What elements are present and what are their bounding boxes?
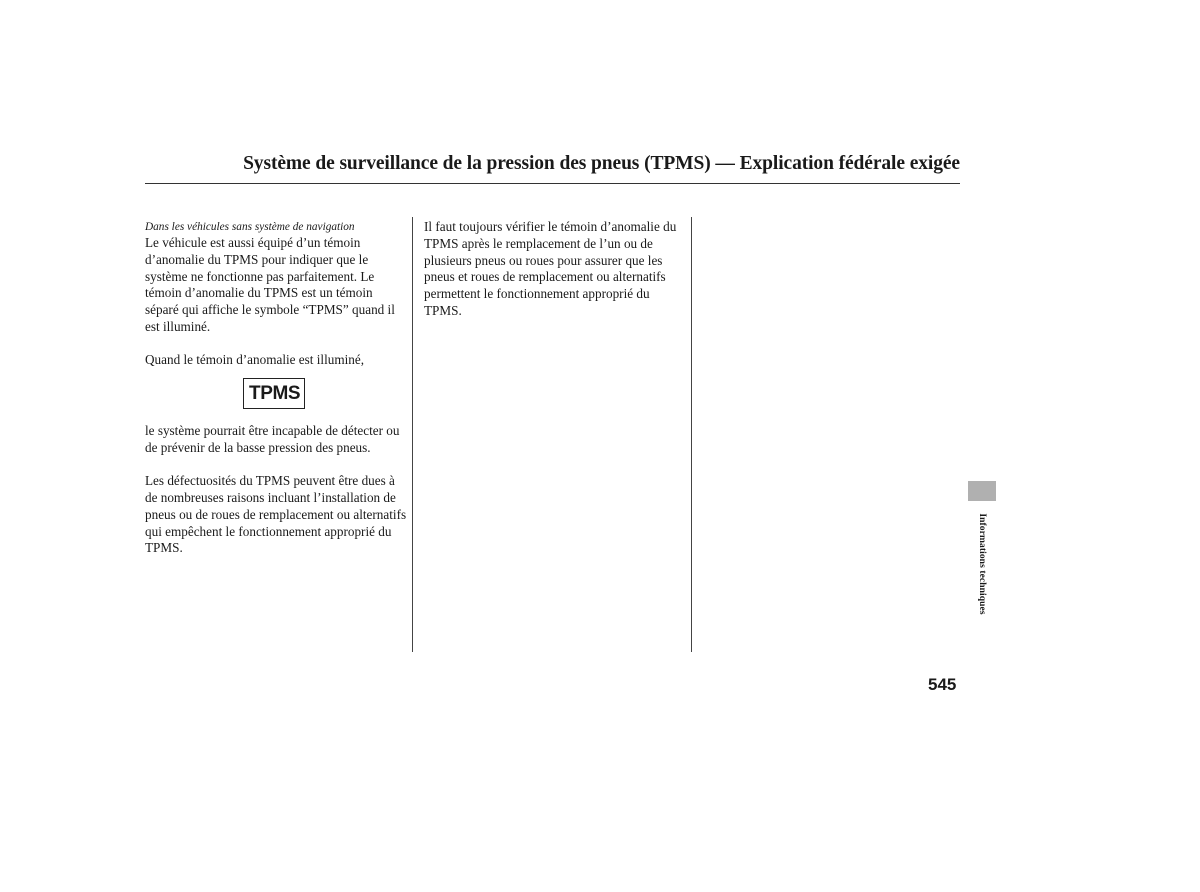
paragraph-check-after-replacement: Il faut toujours vérifier le témoin d’anomalie du TPMS après le remplacement de l’un ou de plusieurs pneus ou roues pour assurer que les pneus et roues de remplacement ou alternatifs permettent le fonctionnement approprié du TPMS. — [424, 219, 677, 318]
paragraph-system-incapable: le système pourrait être incapable de détecter ou de prévenir de la basse pression des pneus. — [145, 423, 400, 455]
column-divider-left — [412, 217, 413, 652]
text-column-1 — [145, 219, 407, 557]
tpms-warning-icon: TPMS — [243, 378, 305, 409]
section-tab-label: Informations techniques — [977, 513, 987, 615]
paragraph-when-illuminated: Quand le témoin d’anomalie est illuminé, — [145, 352, 365, 368]
paragraph-tpms-malfunctions: Les défectuosités du TPMS peuvent être dues à de nombreuses raisons incluant l’installation de pneus ou de roues de remplacement ou alternatifs qui empêchent le fonctionnement approprié du TPMS. — [145, 473, 407, 556]
paragraph-tpms-indicator: Le véhicule est aussi équipé d’un témoin d’anomalie du TPMS pour indiquer que le système ne fonctionne pas parfaitement. Le témoin d’anomalie du TPMS est un témoin séparé qui affiche le symbole “TPMS” quand il est illuminé. — [145, 235, 395, 334]
column-divider-right — [691, 217, 692, 652]
header-divider — [145, 183, 960, 184]
text-column-2 — [424, 219, 686, 320]
page-number: 545 — [928, 675, 957, 694]
column-1-intro — [145, 219, 407, 336]
tpms-indicator-figure — [145, 378, 407, 409]
condition-note: Dans les véhicules sans système de navigation — [145, 221, 355, 233]
page-title: Système de surveillance de la pression des pneus (TPMS) — Explication fédérale exigée — [243, 153, 960, 174]
section-tab-marker — [968, 481, 996, 501]
